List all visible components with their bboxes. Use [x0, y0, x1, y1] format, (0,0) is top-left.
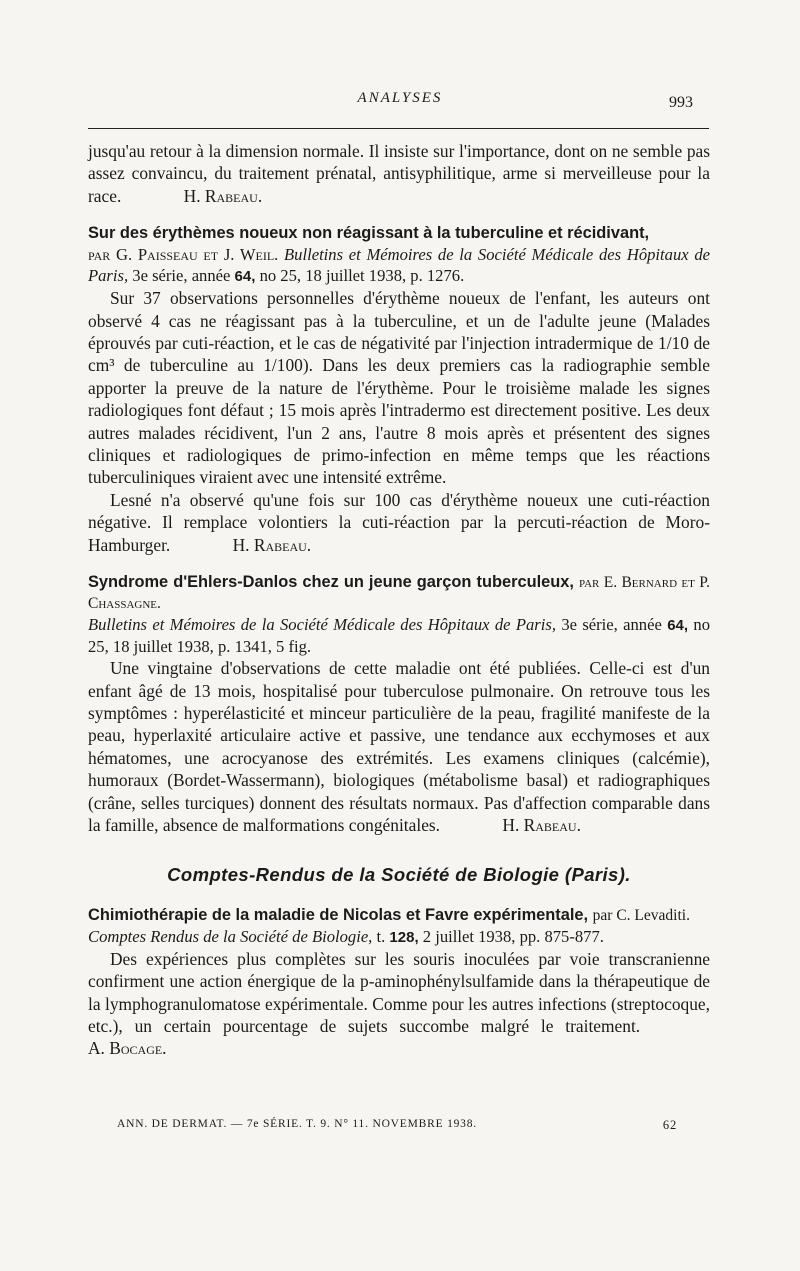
article-reference: [88, 244, 710, 287]
article-authors: par C. Levaditi.: [592, 906, 690, 924]
article-signature: H. Rabeau.: [232, 534, 312, 555]
article-authors: par G. Paisseau et J. Weil.: [88, 245, 279, 265]
article-title-text: Chimiothérapie de la maladie de Nicolas et Favre expérimentale,: [88, 905, 589, 924]
section-heading: Comptes-Rendus de la Société de Biologie (Paris).: [167, 864, 631, 886]
article-journal: Bulletins et Mémoires de la Société Médicale des Hôpitaux de Paris,: [88, 615, 556, 635]
article-volume: 64,: [667, 617, 689, 635]
running-head: [0, 90, 800, 114]
footer-sheet-number: 62: [662, 1118, 677, 1132]
article-volume-label: t.: [376, 926, 386, 946]
abstract-erythemes-noueux: [88, 223, 710, 556]
article-paragraph: [88, 489, 710, 556]
page-footer: [117, 1118, 677, 1130]
abstract-nicolas-favre: [88, 905, 710, 1060]
page-body: [88, 140, 710, 1060]
article-paragraph: Sur 37 observations personnelles d'érythème noueux de l'enfant, les auteurs ont observé 4 cas ne réagissant pas à la tuberculine, et un de l'adulte jeune (Malades éprouvés par cuti-réaction, et le cas de négativité par l'injection intradermique de 1/10 de cm³ de tuberculine au 1/100). Dans les deux premiers cas la radiographie semble apporter la preuve de la nature de l'érythème. Pour le troisième malade les signes radiologiques font défaut ; 15 mois après l'intradermo est directement positive. Les deux autres malades récidivent, l'un 2 ans, l'autre 8 mois après et présentent des signes cliniques et radiologiques de primo-infection en même temps que les réactions tuberculiniques viraient avec une intensité extrême.: [88, 288, 710, 488]
article-series: 3e série, année: [561, 615, 662, 635]
article-title-text: Syndrome d'Ehlers-Danlos chez un jeune garçon tuberculeux,: [88, 573, 574, 592]
article-details: no 25, 18 juillet 1938, p. 1276.: [259, 266, 465, 286]
article-paragraph: [88, 948, 710, 1060]
article-details: 2 juillet 1938, pp. 875-877.: [422, 926, 604, 946]
footer-citation: ANN. DE DERMAT. — 7e SÉRIE. T. 9. N° 11. NOVEMBRE 1938.: [117, 1118, 477, 1130]
article-details: no 25, 18 juillet 1938, p. 1341, 5 fig.: [88, 615, 710, 657]
page-number: 993: [669, 94, 693, 111]
running-title: ANALYSES: [357, 90, 443, 106]
article-reference: [88, 614, 710, 657]
article-title: Sur des érythèmes noueux non réagissant à la tuberculine et récidivant,: [88, 224, 650, 243]
article-paragraph: [88, 657, 710, 836]
article-title: [88, 905, 710, 926]
article-paragraph-text: Une vingtaine d'observations de cette maladie ont été publiées. Celle-ci est d'un enfant âgé de 13 mois, hospitalisé pour tuberculose pulmonaire. On retrouve tous les symptômes : hyperélasticité et minceur particulière de la peau, fragilité manifeste de la peau, hyperlaxité articulaire active et passive, une tendance aux ecchymoses et aux hématomes, une acrocyanose des extrémités. Les examens cliniques (calcémie), humoraux (Bordet-Wassermann), biologiques (métabolisme basal) et radiographiques (crâne, selles turciques) donnent des résultats normaux. Pas d'affection comparable dans la famille, absence de malformations congénitales.: [88, 658, 710, 835]
abstract-ehlers-danlos: [88, 572, 710, 836]
article-volume: 64,: [234, 268, 256, 286]
article-journal: Comptes Rendus de la Société de Biologie,: [88, 926, 373, 946]
article-paragraph-text: Lesné n'a observé qu'une fois sur 100 cas d'érythème noueux une cuti-réaction négative. Il remplace volontiers la cuti-réaction par la percuti-réaction de Moro-Hamburger.: [88, 489, 710, 555]
opening-paragraph: [88, 140, 710, 207]
article-journal: Bulletins et Mémoires de la Société Médicale des Hôpitaux de Paris,: [88, 245, 710, 286]
opening-text: jusqu'au retour à la dimension normale. Il insiste sur l'importance, dont on ne semble pas assez convaincu, du traitement prénatal, antisyphilitique, arme si merveilleuse pour la race.: [88, 141, 710, 206]
article-authors: par E. Bernard et P. Chassagne.: [88, 574, 710, 613]
article-series: 3e série, année: [132, 266, 231, 286]
article-volume: 128,: [389, 928, 419, 946]
article-signature: H. Rabeau.: [502, 814, 581, 835]
header-rule: [88, 128, 709, 129]
article-reference: [88, 926, 710, 948]
article-paragraph-text: Des expériences plus complètes sur les souris inoculées par voie transcranienne confirment une action énergique de la p-aminophénylsulfamide dans la thérapeutique de la lymphogranulomatose expérimentale. Comme pour les autres infections (streptocoque, etc.), un certain pourcentage de sujets succombe malgré le traitement.: [88, 948, 710, 1036]
opening-signature: H. Rabeau.: [183, 185, 263, 206]
article-signature: A. Bocage.: [88, 1038, 167, 1059]
article-title: [88, 572, 710, 614]
